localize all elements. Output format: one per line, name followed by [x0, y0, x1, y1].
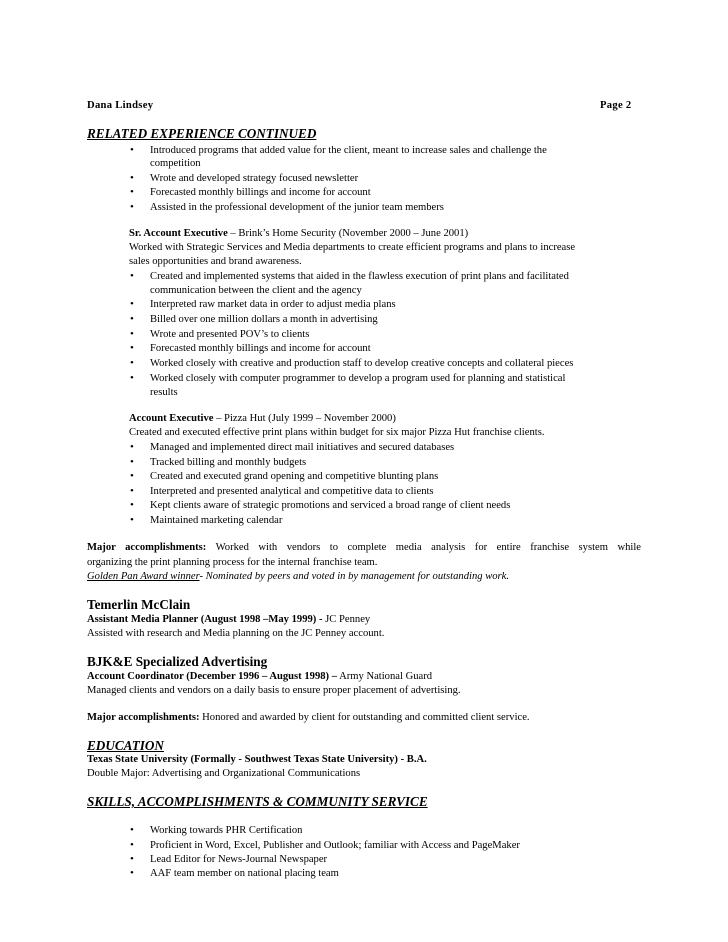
sr-ae-bullet-cont: results — [150, 387, 178, 398]
bullet-icon: • — [130, 328, 134, 340]
job-title: Account Executive — [129, 413, 214, 424]
job-description: Worked with Strategic Services and Media departments to create efficient programs and plans to increase — [129, 242, 576, 253]
job-title: Sr. Account Executive — [129, 228, 228, 239]
bjke-description: Managed clients and vendors on a daily basis to ensure proper placement of advertising. — [87, 685, 461, 696]
sr-ae-bullet: Billed over one million dollars a month in advertising — [150, 314, 378, 325]
bullet-icon: • — [130, 485, 134, 497]
education-major: Double Major: Advertising and Organizational Communications — [87, 768, 361, 779]
award-name: Golden Pan Award winner — [87, 571, 200, 582]
sr-ae-bullet: Created and implemented systems that aided in the flawless execution of print plans and facilitated — [150, 271, 569, 282]
bullet-icon: • — [130, 470, 134, 482]
section-title-skills: SKILLS, ACCOMPLISHMENTS & COMMUNITY SERVICE — [87, 794, 428, 809]
job-detail: – Brink’s Home Security (November 2000 – June 2001) — [227, 228, 469, 239]
employer-bjke: BJK&E Specialized Advertising — [87, 654, 268, 669]
related-bullet: Forecasted monthly billings and income for account — [150, 187, 371, 198]
related-bullet: Assisted in the professional development of the junior team members — [150, 202, 444, 213]
bullet-icon: • — [130, 313, 134, 325]
temerlin-description: Assisted with research and Media planning on the JC Penney account. — [87, 628, 385, 639]
major-accomplishments-text: Worked with vendors to complete media analysis for entire franchise system while — [206, 542, 641, 553]
bullet-icon: • — [130, 441, 134, 453]
skills-bullet: Working towards PHR Certification — [150, 825, 303, 836]
bullet-icon: • — [130, 456, 134, 468]
header-page-number: Page 2 — [600, 100, 632, 111]
job-detail: – Pizza Hut (July 1999 – November 2000) — [213, 413, 396, 424]
bullet-icon: • — [130, 824, 134, 836]
role-client: JC Penney — [322, 614, 371, 625]
bullet-icon: • — [130, 201, 134, 213]
bullet-icon: • — [130, 186, 134, 198]
bullet-icon: • — [130, 867, 134, 879]
bjke-role-line — [87, 670, 432, 683]
employer-temerlin: Temerlin McClain — [87, 597, 191, 612]
related-bullet: Introduced programs that added value for the client, meant to increase sales and challenge the — [150, 145, 547, 156]
sr-ae-bullet-cont: communication between the client and the agency — [150, 285, 362, 296]
skills-bullet: AAF team member on national placing team — [150, 868, 339, 879]
bullet-icon: • — [130, 270, 134, 282]
ae-bullet: Created and executed grand opening and competitive blunting plans — [150, 471, 439, 482]
bullet-icon: • — [130, 172, 134, 184]
bullet-icon: • — [130, 853, 134, 865]
major-accomplishments-2 — [87, 711, 530, 724]
job-description-cont: sales opportunities and brand awareness. — [129, 256, 302, 267]
bullet-icon: • — [130, 298, 134, 310]
ae-bullet: Maintained marketing calendar — [150, 515, 283, 526]
bullet-icon: • — [130, 342, 134, 354]
bullet-icon: • — [130, 839, 134, 851]
ae-bullet: Interpreted and presented analytical and competitive data to clients — [150, 486, 434, 497]
sr-ae-bullet: Worked closely with creative and production staff to develop creative concepts and collateral pieces — [150, 358, 574, 369]
bullet-icon: • — [130, 357, 134, 369]
major-accomplishments-1 — [87, 541, 641, 555]
skills-bullet: Lead Editor for News-Journal Newspaper — [150, 854, 328, 865]
section-title-education: EDUCATION — [87, 738, 164, 753]
major-accomplishments-label: Major accomplishments: — [87, 712, 200, 723]
sr-ae-bullet: Forecasted monthly billings and income for account — [150, 343, 371, 354]
sr-ae-bullet: Interpreted raw market data in order to adjust media plans — [150, 299, 396, 310]
temerlin-role-line — [87, 613, 370, 626]
job-sr-account-executive — [129, 227, 468, 240]
job-account-executive — [129, 412, 396, 425]
sr-ae-bullet: Wrote and presented POV’s to clients — [150, 329, 310, 340]
role-client: Army National Guard — [337, 671, 433, 682]
role-title: Account Coordinator (December 1996 – August 1998) – — [87, 671, 338, 682]
major-accomplishments-label: Major accomplishments: — [87, 542, 207, 553]
role-title: Assistant Media Planner (August 1998 –May 1999) - — [87, 614, 323, 625]
ae-bullet: Kept clients aware of strategic promotions and serviced a broad range of client needs — [150, 500, 511, 511]
bullet-icon: • — [130, 144, 134, 156]
award-line — [87, 570, 509, 583]
bullet-icon: • — [130, 499, 134, 511]
major-accomplishments-text: Honored and awarded by client for outstanding and committed client service. — [199, 712, 530, 723]
skills-bullet: Proficient in Word, Excel, Publisher and Outlook; familiar with Access and PageMaker — [150, 840, 520, 851]
bullet-icon: • — [130, 514, 134, 526]
education-school: Texas State University (Formally - Southwest Texas State University) - B.A. — [87, 754, 427, 765]
major-accomplishments-cont: organizing the print planning process for the internal franchise team. — [87, 557, 378, 568]
bullet-icon: • — [130, 372, 134, 384]
ae-bullet: Managed and implemented direct mail initiatives and secured databases — [150, 442, 455, 453]
award-description: - Nominated by peers and voted in by management for outstanding work. — [199, 571, 510, 582]
related-bullet: Wrote and developed strategy focused newsletter — [150, 173, 359, 184]
ae-bullet: Tracked billing and monthly budgets — [150, 457, 307, 468]
sr-ae-bullet: Worked closely with computer programmer to develop a program used for planning and statistical — [150, 373, 566, 384]
header-name: Dana Lindsey — [87, 100, 154, 111]
job-description: Created and executed effective print plans within budget for six major Pizza Hut franchise clients. — [129, 427, 545, 438]
related-bullet-cont: competition — [150, 158, 201, 169]
section-title-related: RELATED EXPERIENCE CONTINUED — [87, 126, 317, 141]
